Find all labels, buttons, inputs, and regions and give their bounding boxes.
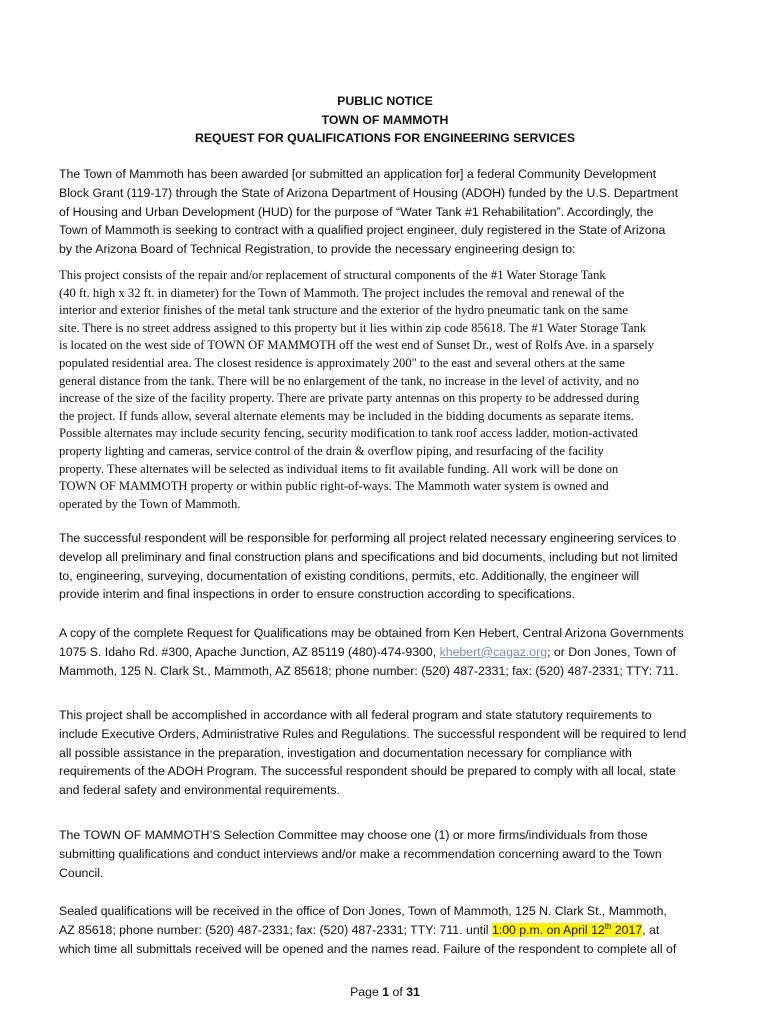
heading-town: TOWN OF MAMMOTH (321, 112, 449, 127)
text-line: of Housing and Urban Development (HUD) for the purpose of “Water Tank #1 Rehabilitation”. Accordingly, the (59, 204, 654, 219)
notice-heading (0, 92, 770, 148)
text-line: all possible assistance in the preparation, investigation and documentation necessary for compliance with (59, 745, 632, 760)
text-line: The successful respondent will be responsible for performing all project related necessary engineering services to (59, 531, 677, 545)
deadline-superscript: th (604, 921, 612, 931)
text-line: Mammoth, 125 N. Clark St., Mammoth, AZ 85618; phone number: (520) 487-2331; fax: (520) 487-2331; TTY: 711. (59, 663, 679, 678)
text-line: develop all preliminary and final construction plans and specifications and bid documents, including but not limited (59, 549, 678, 564)
text-line: (40 ft. high x 32 ft. in diameter) for the Town of Mammoth. The project includes the removal and renewal of the (59, 285, 625, 300)
selection-committee-paragraph (59, 826, 719, 882)
text-line: include Executive Orders, Administrative Rules and Regulations. The successful respondent will be required to lend (59, 726, 687, 741)
deadline-highlight (492, 923, 642, 937)
respondent-responsibilities-paragraph (59, 529, 719, 604)
text-line: which time all submittals received will be opened and the names read. Failure of the respondent to complete all of (59, 941, 677, 956)
text-line: A copy of the complete Request for Qualifications may be obtained from Ken Hebert, Central Arizona Governments (59, 626, 684, 640)
intro-paragraph (59, 165, 719, 259)
text-line: This project shall be accomplished in accordance with all federal program and state statutory requirements to (59, 708, 652, 722)
text-line: Town of Mammoth is seeking to contract with a qualified project engineer, duly registered in the State of Arizona (59, 223, 666, 238)
text-line: Possible alternates may include security fencing, security modification to tank roof access ladder, motion-activated (59, 426, 638, 441)
project-description-paragraph (59, 267, 719, 513)
text-line: site. There is no street address assigned to this property but it lies within zip code 85618. The #1 Water Storage Tank (59, 320, 647, 335)
text-line: populated residential area. The closest residence is approximately 200" to the east and several others at the same (59, 355, 625, 370)
heading-rfq-title: REQUEST FOR QUALIFICATIONS FOR ENGINEERING SERVICES (194, 131, 576, 146)
text-line: by the Arizona Board of Technical Registration, to provide the necessary engineering design to: (59, 242, 576, 257)
page-total: 31 (406, 985, 420, 999)
text-segment: 1075 S. Idaho Rd. #300, Apache Junction, AZ 85119 (480)-474-9300, (59, 644, 440, 659)
text-line: the project. If funds allow, several alternate elements may be included in the bidding documents as separate items. (59, 408, 634, 423)
compliance-paragraph (59, 706, 719, 800)
text-line: general distance from the tank. There will be no enlargement of the tank, no increase in the level of activity, and no (59, 373, 639, 388)
text-line: interior and exterior finishes of the metal tank structure and the exterior of the hydro pneumatic tank on the same (59, 303, 628, 318)
text-line: The Town of Mammoth has been awarded [or submitted an application for] a federal Community Development (59, 167, 657, 181)
text-line (59, 643, 719, 662)
deadline-year: 2017 (611, 922, 643, 937)
text-line: and federal safety and environmental requirements. (59, 783, 340, 798)
text-line (59, 921, 719, 940)
text-segment: AZ 85618; phone number: (520) 487-2331; fax: (520) 487-2331; TTY: 711. until (59, 922, 492, 937)
text-line: requirements of the ADOH Program. The successful respondent should be prepared to comply with all local, state (59, 764, 676, 779)
text-line: increase of the size of the facility property. There are private party antennas on this property to be addressed during (59, 391, 640, 406)
text-line: The TOWN OF MAMMOTH’S Selection Committee may choose one (1) or more firms/individuals from those (59, 828, 648, 842)
text-line: submitting qualifications and conduct interviews and/or make a recommendation concerning award to the Town (59, 846, 662, 861)
text-line: property lighting and cameras, service control of the drain & overflow piping, and resurfacing of the facility (59, 443, 604, 458)
text-line: Council. (59, 865, 104, 880)
text-line: TOWN OF MAMMOTH property or within public right-of-ways. The Mammoth water system is owned and (59, 479, 609, 494)
rfq-copy-paragraph (59, 624, 719, 680)
text-line: is located on the west side of TOWN OF MAMMOTH off the west end of Sunset Dr., west of Rolfs Ave. in a sparsely (59, 338, 655, 353)
text-line: operated by the Town of Mammoth. (59, 496, 241, 511)
text-line: This project consists of the repair and/or replacement of structural components of the #1 Water Storage Tank (59, 268, 606, 282)
heading-public-notice: PUBLIC NOTICE (337, 94, 433, 108)
page-of-label: of (389, 985, 407, 999)
text-line: provide interim and final inspections in order to ensure construction according to specifications. (59, 587, 576, 602)
text-line: property. These alternates will be selected as individual items to fit available funding. All work will be done on (59, 461, 619, 476)
page-label: Page (350, 985, 383, 999)
sealed-qualifications-paragraph (59, 902, 719, 958)
text-segment: , at (642, 922, 660, 937)
email-link[interactable]: khebert@cagaz.org (439, 644, 548, 659)
text-line: Block Grant (119-17) through the State of Arizona Department of Housing (ADOH) funded by the U.S. Department (59, 185, 679, 200)
text-line: to, engineering, surveying, documentation of existing conditions, permits, etc. Additionally, the engineer will (59, 568, 640, 583)
page-footer (0, 985, 770, 999)
deadline-text: 1:00 p.m. on April 12 (491, 922, 605, 937)
text-line: Sealed qualifications will be received in the office of Don Jones, Town of Mammoth, 125 N. Clark St., Mammoth, (59, 904, 667, 918)
text-segment: ; or Don Jones, Town of (547, 644, 677, 659)
page-number: 1 (382, 985, 390, 999)
